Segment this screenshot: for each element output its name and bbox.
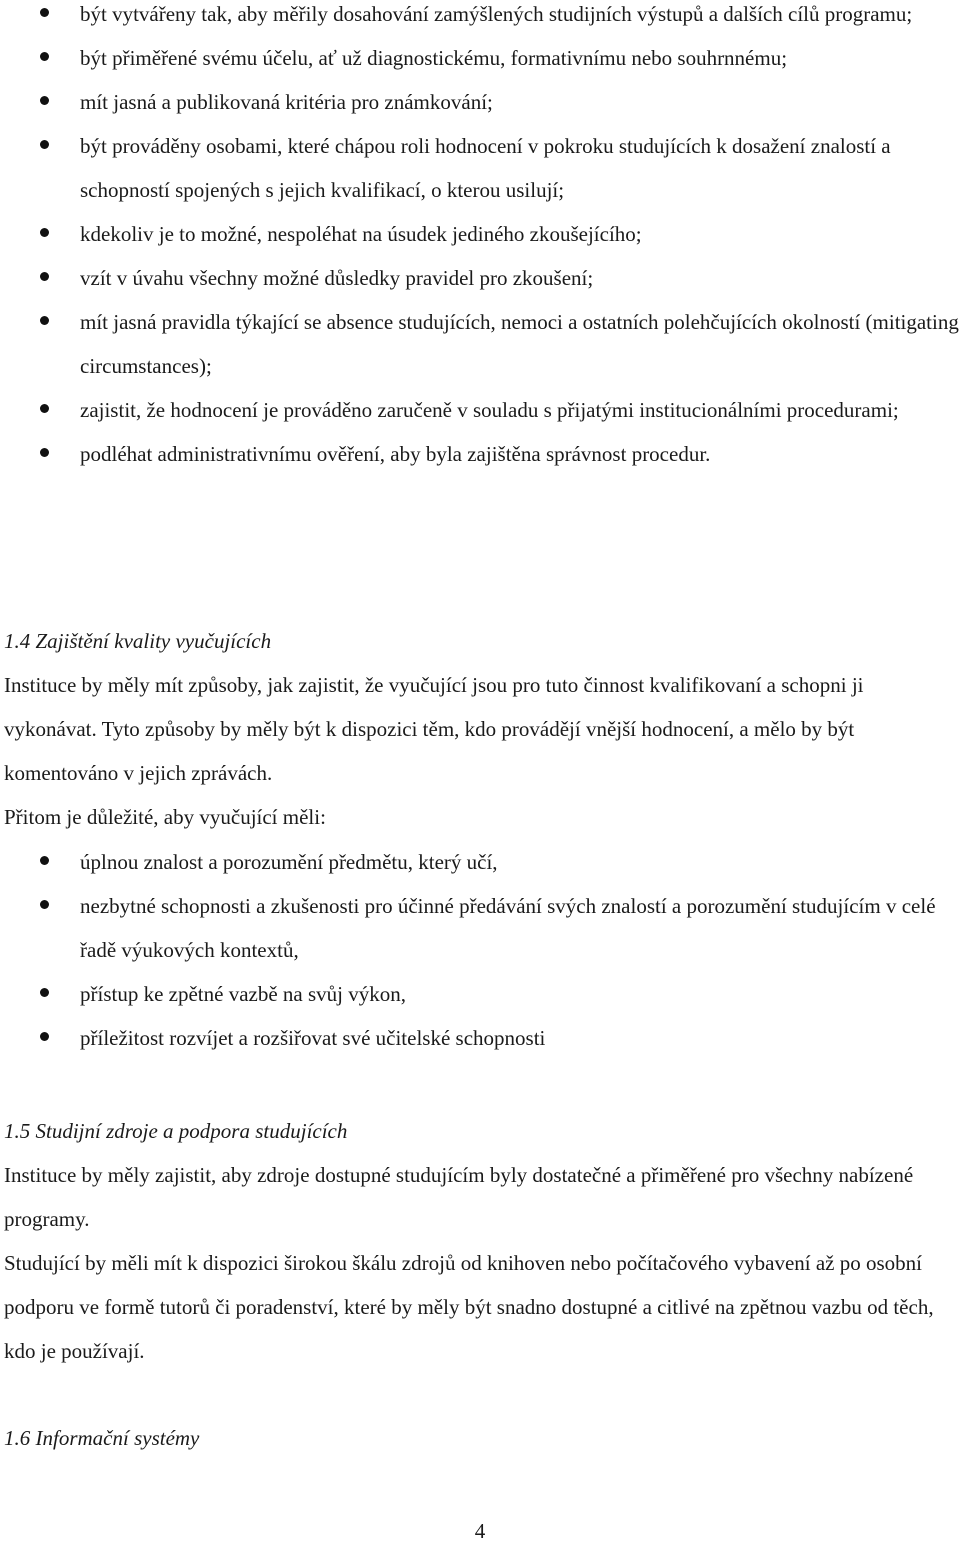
paragraph: Přitom je důležité, aby vyučující měli: [4, 805, 326, 829]
section-heading-1-5: 1.5 Studijní zdroje a podpora studujících [4, 1119, 348, 1143]
bullet-icon [40, 988, 49, 997]
list-item: úplnou znalost a porozumění předmětu, který učí, [0, 840, 960, 884]
list-item: být vytvářeny tak, aby měřily dosahování zamýšlených studijních výstupů a dalších cílů programu; [0, 0, 960, 36]
bullet-icon [40, 228, 49, 237]
section-heading-1-6: 1.6 Informační systémy [4, 1426, 200, 1450]
paragraph: Instituce by měly mít způsoby, jak zajistit, že vyučující jsou pro tuto činnost kvalifikovaní a schopni ji vykonávat. Tyto způsoby by měly být k dispozici těm, kdo provádějí vnější hodnocení, a mělo by být komentováno v jejich zprávách. [4, 673, 864, 785]
bullet-icon [40, 316, 49, 325]
list-item: příležitost rozvíjet a rozšiřovat své učitelské schopnosti [0, 1016, 960, 1060]
list-item: být přiměřené svému účelu, ať už diagnostickému, formativnímu nebo souhrnnému; [0, 36, 960, 80]
page-number: 4 [474, 1519, 486, 1543]
list-item: mít jasná pravidla týkající se absence studujících, nemoci a ostatních polehčujících okolností (mitigating circumstances); [0, 300, 960, 388]
bullet-icon [40, 856, 49, 865]
bullet-icon [40, 404, 49, 413]
list-item: být prováděny osobami, které chápou roli hodnocení v pokroku studujících k dosažení znalostí a schopností spojených s jejich kvalifikací, o kterou usilují; [0, 124, 960, 212]
bullet-icon [40, 96, 49, 105]
list-item: kdekoliv je to možné, nespoléhat na úsudek jediného zkoušejícího; [0, 212, 960, 256]
bullet-icon [40, 1032, 49, 1041]
bullet-icon [40, 448, 49, 457]
bullet-icon [40, 8, 49, 17]
assessment-criteria-list [0, 0, 960, 476]
list-item: nezbytné schopnosti a zkušenosti pro účinné předávání svých znalostí a porozumění studujícím v celé řadě výukových kontextů, [0, 884, 960, 972]
bullet-icon [40, 272, 49, 281]
list-item: podléhat administrativnímu ověření, aby byla zajištěna správnost procedur. [0, 432, 960, 476]
section-heading-1-4: 1.4 Zajištění kvality vyučujících [4, 629, 272, 653]
bullet-icon [40, 52, 49, 61]
bullet-icon [40, 900, 49, 909]
teacher-requirements-list [0, 840, 960, 1060]
bullet-icon [40, 140, 49, 149]
list-item: zajistit, že hodnocení je prováděno zaručeně v souladu s přijatými institucionálními procedurami; [0, 388, 960, 432]
list-item: vzít v úvahu všechny možné důsledky pravidel pro zkoušení; [0, 256, 960, 300]
list-item: mít jasná a publikovaná kritéria pro známkování; [0, 80, 960, 124]
paragraph: Instituce by měly zajistit, aby zdroje dostupné studujícím byly dostatečné a přiměřené pro všechny nabízené programy. [4, 1163, 914, 1231]
paragraph: Studující by měli mít k dispozici širokou škálu zdrojů od knihoven nebo počítačového vybavení až po osobní podporu ve formě tutorů či poradenství, které by měly být snadno dostupné a citlivé na zpětnou vazbu od těch, kdo je používají. [4, 1251, 934, 1363]
list-item: přístup ke zpětné vazbě na svůj výkon, [0, 972, 960, 1016]
